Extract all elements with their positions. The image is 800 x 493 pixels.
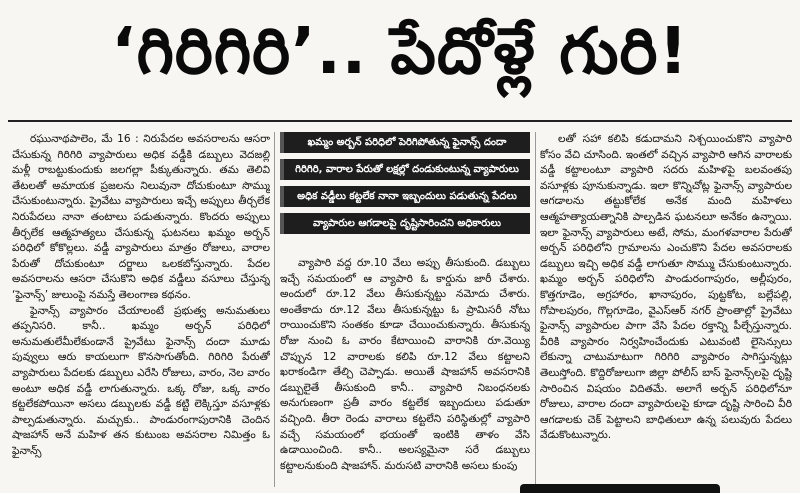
highlight-item: అధిక వడ్డీలు కట్టలేక నానా ఇబ్బందులు పడుతున్న పేదలు (280, 186, 530, 207)
middle-column (280, 256, 530, 492)
paragraph: ఫైనాన్స్ వ్యాపారం చేయాలంటే ప్రభుత్వ అనుమతులు తప్పనిసరి. కానీ.. ఖమ్మం అర్బన్ పరిధిలో అనుమతులేమీలేకుండానే ప్రైవేటు ఫైనాన్స్ దందా మూడు పువ్వులు ఆరు కాయలుగా కొనసాగుతోంది. గిరిగిరి పేరుతో వ్యాపారులు పేదలకు డబ్బులు ఎరేసి రోజులు, వారం, నెల వారం అంటూ అధిక వడ్డీ లాగుతున్నారు. ఒక్క రోజు, ఒక్క వారం కట్టలేకపోయినా అసలు డబ్బులకు వడ్డీ కట్టి లెక్కిస్తూ వసూళ్లకు పాల్పడుతున్నారు. మచ్చుకు.. పాండురంగాపురానికి చెందిన షాజహాన్ అనే మహిళ తన కుటుంబ అవసరాల నిమిత్తం ఓ ఫైనాన్స్ (12, 304, 270, 457)
highlight-item: గిరిగిరి, వారాల పేరుతో లక్షల్లో దండుకుంటున్న వ్యాపారులు (280, 159, 530, 180)
column-divider (535, 132, 536, 487)
highlight-item: ఖమ్మం అర్బన్ పరిధిలో పెరిగిపోతున్న ఫైనాన్స్ దందా (280, 132, 530, 153)
column-divider (274, 132, 275, 487)
paragraph: లతో సహా కలిపి కడుదామని నిశ్చయించుకొని వ్యాపారి కోసం వేచి చూసింది. ఇంతలో వచ్చిన వ్యాపారి ఆగిన వారాలకు వడ్డీ కట్టాలంటూ వ్యాపారి సదరు మహిళపై బలవంతపు వసూళ్లకు పూనుకున్నాడు. ఇలా కొన్నిచోట్ల ఫైనాన్స్ వ్యాపారుల ఆగడాలను తట్టుకోలేక అనేక మంది మహిళలు ఆత్మహత్యాయత్నానికి పాల్పడిన ఘటనలూ అనేకం ఉన్నాయి. ఇలా ఫైనాన్స్ వ్యాపారులు అటే, సోమ, మంగళవారాల పేరుతో అర్బన్ పరిధిలోని గ్రామాలను ఎంచుకొని పేదల అవసరాలకు డబ్బులు ఇచ్చి అధిక వడ్డీ లాగుతూ సొమ్ము చేసుకుంటున్నారు. ఖమ్మం అర్బన్ పరిధిలోని పాండురంగాపురం, అల్లీపురం, కొత్తగూడెం, అగ్రహారం, ఖానాపురం, పుట్టకోట, బల్లేపల్లి, గోపాలపురం, గొల్లగూడెం, వైఎస్ఆర్ నగర్ ప్రాంతాల్లో ప్రైవేటు ఫైనాన్స్ వ్యాపారుల పాగా వేసి పేదల రక్తాన్ని పీల్చేస్తున్నారు. వీరికి వ్యాపారం నిర్వహించేందుకు ఎటువంటి లైసెన్సులు లేకున్నా చాటుమాటుగా గిరిగిరి వ్యాపారం సాగిస్తున్నట్లు తెలుస్తోంది. కొద్దిరోజులుగా జిల్లా పోలీస్ బాస్ ఫైనాన్స్‌లపై దృష్టి సారించిన విషయం విదితమే. అలాగే అర్బన్ పరిధిలోనూ రోజులు, వారాల దందా వ్యాపారులపై కూడా దృష్టి సారించి వీరి ఆగడాలకు చెక్ పెట్టాలని బాధితులూ ఉన్న పలువురు పేదలు వేడుకొంటున్నారు. (540, 133, 792, 442)
headline-rule (8, 120, 792, 122)
paragraph: వ్యాపారి వద్ద రూ.10 వేలు అప్పు తీసుకుంది. డబ్బులు ఇచ్చే సమయంలో ఆ వ్యాపారి ఓ కార్డును జారీ చేశారు. అందులో రూ.12 వేలు తీసుకున్నట్టు నమోదు చేశారు. అంతేకాదు రూ.12 వేలు తీసుకున్నట్టు ఓ ప్రామిసరీ నోటు రాయించుకొని సంతకం కూడా చేయించుకున్నారు. తీసుకున్న రోజు నుంచి ఓ వారం కేటాయించి వారానికి రూ.వెయ్యి చొప్పున 12 వారాలకు కలిపి రూ.12 వేలు కట్టాలని ఖరాకండిగా తేల్చి చెప్పాడు. అయితే షాజహాన్ అవసరానికి డబ్బులైతే తీసుకుంది కానీ.. వ్యాపారి నిబంధనలకు అనుగుణంగా ప్రతీ వారం కట్టలేక ఇబ్బందులు పడుతూ వచ్చింది. తీరా రెండు వారాలు కట్టలేని పరిస్థితుల్లో వ్యాపారి వచ్చే సమయంలో భయంతో ఇంటికి తాళం వేసి ఉడాయించింది. కానీ.. అలస్యమైనా సరే డబ్బులు కట్టాలనుకుంది షాజహాన్. మరుసటి వారానికి అసలు కుంపు (280, 257, 530, 472)
highlight-item: వ్యాపారుల ఆగడాలపై దృష్టిసారించని అధికారులు (280, 213, 530, 234)
left-column (12, 132, 270, 492)
right-column (540, 132, 792, 492)
page-headline: ‘గిరిగిరి’.. పేదోళ్లే గురి! (111, 14, 689, 89)
next-article-cutoff (520, 484, 720, 493)
paragraph: రఘునాథపాలెం, మే 16 : నిరుపేదల అవసరాలను ఆసరా చేసుకున్న గిరిగిరి వ్యాపారులు అధిక వడ్డీకి డబ్బులు వెదజల్లి మళ్లీ రాబట్టుకుందుకు జలగల్లా పీక్కుతున్నారు. తమ తెలివి తేటలతో అమాయక ప్రజలను నిలువునా దోచుకుంటూ సొమ్ము చేసుకుంటున్నారు. ప్రైవేటు వ్యాపారులు ఇచ్చే అప్పులు తీర్చలేక నిరుపేదలు నానా తంటాలు పడుతున్నారు. కొందరు అప్పులు తీర్చలేక ఆత్మహత్యలు చేసుకున్న ఘటనలు ఖమ్మం అర్బన్ పరిధిలో కోకొల్లలు. వడ్డీ వ్యాపారులు మాత్రం రోజులు, వారాల పేరుతో దోచుకుంటూ దర్జాలు ఒలకబోస్తున్నారు. పేదల అవసరాలను ఆసరా చేసుకొని అధిక వడ్డీలు వసూలు చేస్తున్న ‘ఫైనాన్స్’ జులుంపై నమస్తే తెలంగాణ కథనం. (12, 133, 270, 301)
highlights-box (280, 132, 530, 240)
